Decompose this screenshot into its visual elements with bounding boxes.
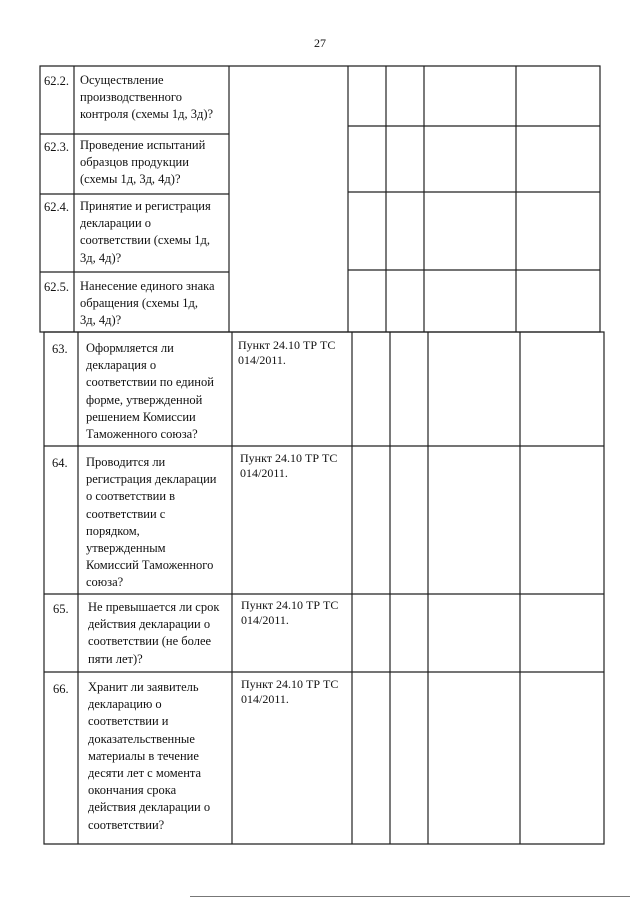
row-question: Проводится ли регистрация декларации о соответствии в соответствии с порядком, утвержденным Комиссий Таможенного союза?: [86, 455, 217, 590]
row-question: Осуществление производственного контроля (схемы 1д, 3д)?: [80, 73, 214, 122]
row-question: Проведение испытаний образцов продукции (схемы 1д, 3д, 4д)?: [80, 138, 206, 187]
row-reference: Пункт 24.10 ТР ТС 014/2011.: [238, 338, 336, 367]
row-reference: Пункт 24.10 ТР ТС 014/2011.: [240, 451, 338, 480]
page-number: 27: [314, 36, 326, 50]
row-number: 64.: [52, 456, 68, 470]
row-reference: Пункт 24.10 ТР ТС 014/2011.: [241, 598, 339, 627]
row-question: Не превышается ли срок действия декларации о соответствии (не более пяти лет)?: [88, 600, 220, 666]
row-number: 66.: [53, 682, 69, 696]
row-number: 63.: [52, 342, 68, 356]
row-number: 65.: [53, 602, 69, 616]
row-reference: Пункт 24.10 ТР ТС 014/2011.: [241, 677, 339, 706]
row-number: 62.2.: [44, 74, 69, 88]
row-question: Нанесение единого знака обращения (схемы 1д, 3д, 4д)?: [80, 279, 215, 328]
row-number: 62.3.: [44, 140, 69, 154]
row-question: Оформляется ли декларация о соответствии по единой форме, утвержденной решением Комиссии Таможенного союза?: [86, 341, 214, 442]
row-question: Принятие и регистрация декларации о соответствии (схемы 1д, 3д, 4д)?: [80, 199, 211, 265]
row-number: 62.5.: [44, 280, 69, 294]
row-number: 62.4.: [44, 200, 69, 214]
row-question: Хранит ли заявитель декларацию о соответствии и доказательственные материалы в течение десяти лет с момента окончания срока действия декларации о соответствии?: [88, 680, 211, 832]
bottom-scan-edge: [190, 896, 630, 897]
